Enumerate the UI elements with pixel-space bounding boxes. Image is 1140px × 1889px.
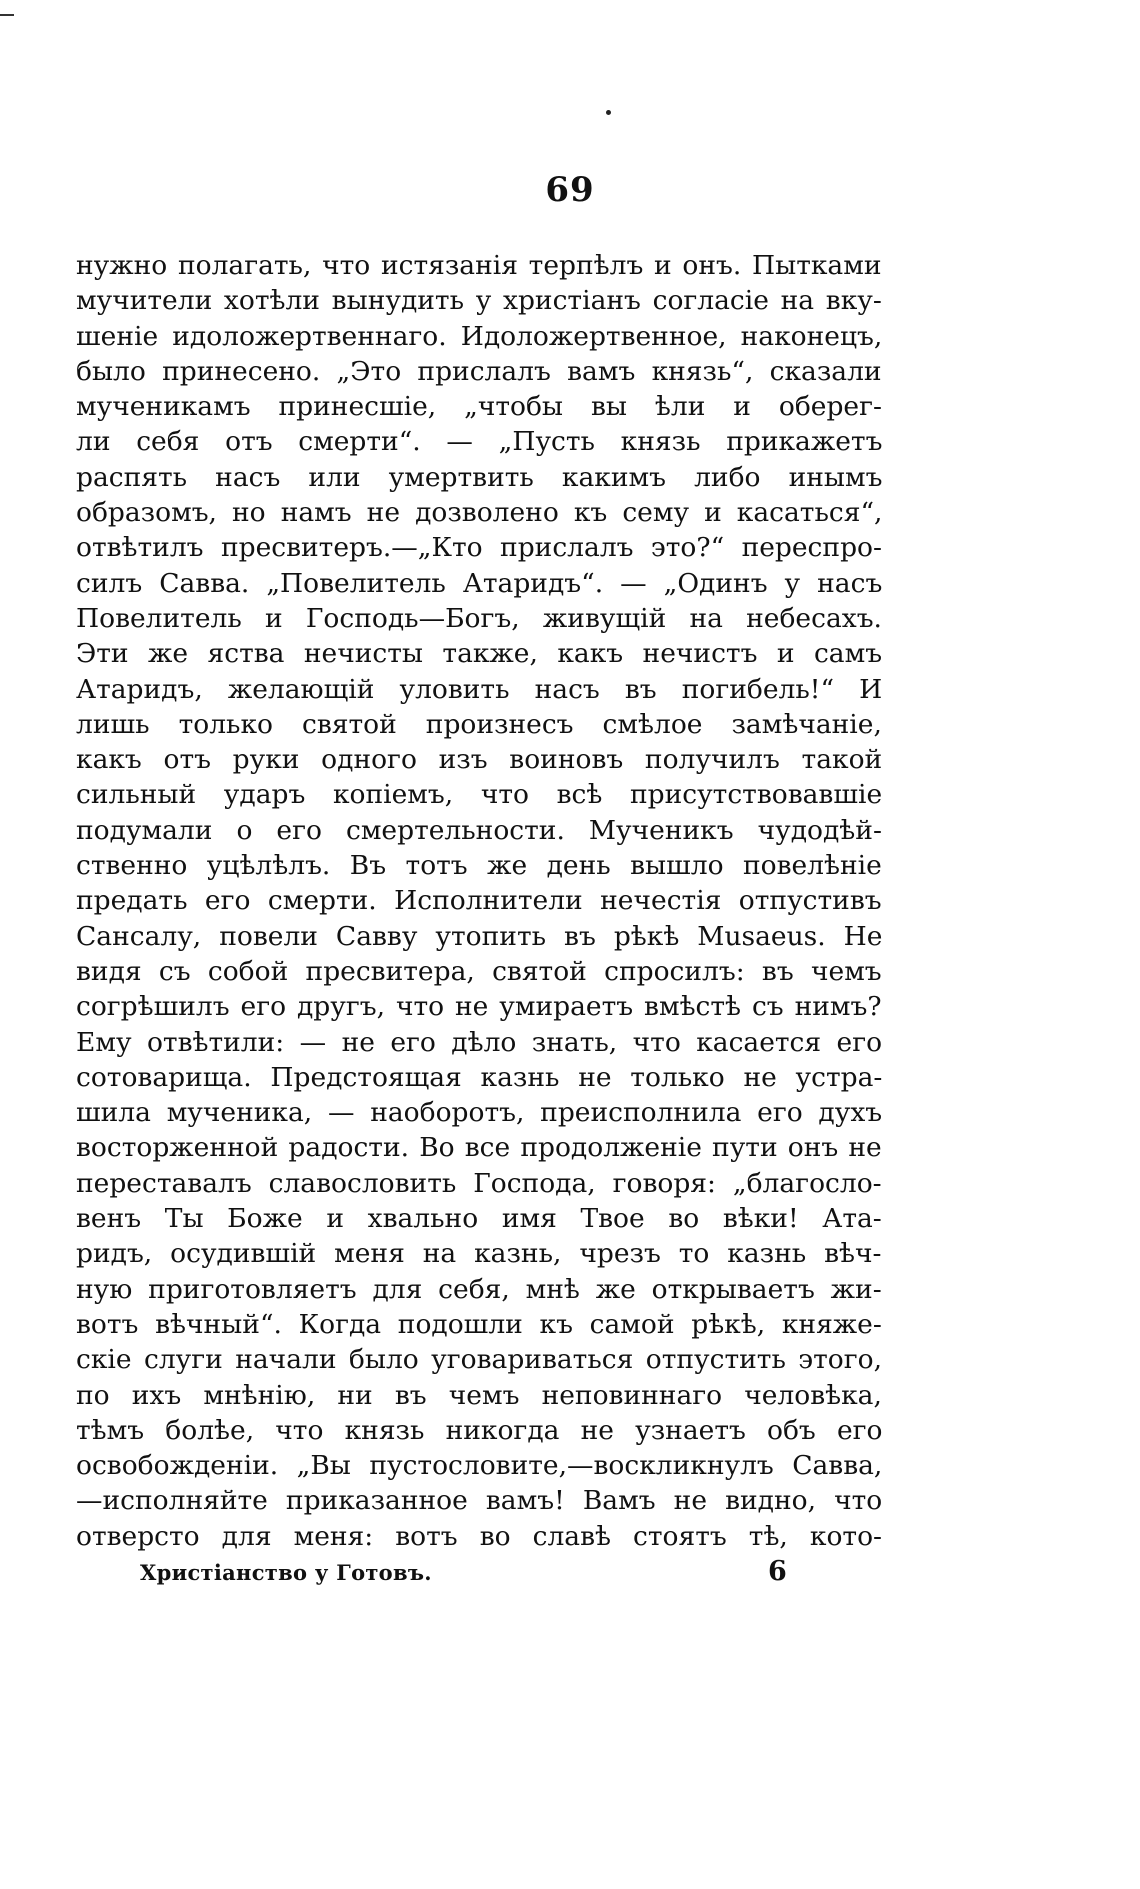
body-text <box>76 248 882 1554</box>
text-line: восторженной радости. Во все продолженіе пути онъ не <box>76 1132 882 1164</box>
text-line: ридъ, осудившій меня на казнь, чрезъ то казнь вѣч- <box>76 1238 882 1270</box>
text-line: Эти же яства нечисты также, какъ нечистъ и самъ <box>76 638 883 670</box>
text-line: мучители хотѣли вынудить у христіанъ согласіе на вку- <box>76 285 882 317</box>
text-line: шила мученика, — наоборотъ, преисполнила его духъ <box>76 1097 883 1129</box>
text-line: вотъ вѣчный“. Когда подошли къ самой рѣкѣ, княже- <box>76 1308 882 1340</box>
text-line: освобожденіи. „Вы пустословите,—воскликнулъ Савва, <box>76 1450 883 1482</box>
ink-dot <box>606 110 611 115</box>
text-line: Повелитель и Господь—Богъ, живущій на небесахъ. <box>76 602 882 634</box>
text-line: по ихъ мнѣнію, ни въ чемъ неповиннаго человѣка, <box>76 1379 882 1411</box>
text-line: Сансалу, повели Савву утопить въ рѣкѣ Musaeus. Не <box>76 920 883 952</box>
text-line: отверсто для меня: вотъ во славѣ стоятъ тѣ, кото- <box>76 1520 882 1552</box>
text-line: лишь только святой произнесъ смѣлое замѣчаніе, <box>76 708 882 740</box>
text-line: согрѣшилъ его другъ, что не умираетъ вмѣстѣ съ нимъ? <box>76 991 882 1023</box>
text-line: видя съ собой пресвитера, святой спросилъ: въ чемъ <box>76 955 882 987</box>
text-line: шеніе идоложертвеннаго. Идоложертвенное, наконецъ, <box>76 320 883 352</box>
edge-mark <box>0 14 14 16</box>
text-line: распять насъ или умертвить какимъ либо инымъ <box>76 461 883 493</box>
text-line: венъ Ты Боже и хвально имя Твое во вѣки! Ата- <box>76 1203 882 1235</box>
page-footer <box>140 1556 800 1600</box>
text-line: скіе слуги начали было уговариваться отпустить этого, <box>76 1344 883 1376</box>
text-line: мученикамъ принесшіе, „чтобы вы ѣли и оберег- <box>76 391 882 423</box>
text-line: Атаридъ, желающій уловить насъ въ погибель!“ И <box>76 673 883 705</box>
text-line: сотоварища. Предстоящая казнь не только не устра- <box>76 1061 883 1093</box>
text-line: переставалъ славословить Господа, говоря: „благосло- <box>76 1167 882 1199</box>
text-line: ли себя отъ смерти“. — „Пусть князь прикажетъ <box>76 426 883 458</box>
text-line: отвѣтилъ пресвитеръ.—„Кто прислалъ это?“ переспро- <box>76 532 882 564</box>
text-line: Ему отвѣтили: — не его дѣло знать, что касается его <box>76 1026 883 1058</box>
signature-mark: 6 <box>768 1556 787 1587</box>
text-line: подумали о его смертельности. Мученикъ чудодѣй- <box>76 814 882 846</box>
page-number: 69 <box>545 170 595 210</box>
running-footer-title: Христіанство у Готовъ. <box>140 1560 432 1585</box>
text-line: какъ отъ руки одного изъ воиновъ получилъ такой <box>76 744 883 776</box>
text-line: ственно уцѣлѣлъ. Въ тотъ же день вышло повелѣніе <box>76 850 882 882</box>
text-line: предать его смерти. Исполнители нечестія отпустивъ <box>76 885 882 917</box>
text-line: сильный ударъ копіемъ, что всѣ присутствовавшіе <box>76 779 883 811</box>
text-line: —исполняйте приказанное вамъ! Вамъ не видно, что <box>76 1485 883 1517</box>
text-line: тѣмъ болѣе, что князь никогда не узнаетъ объ его <box>76 1414 883 1446</box>
text-line: было принесено. „Это прислалъ вамъ князь“, сказали <box>76 355 882 387</box>
text-line: образомъ, но намъ не дозволено къ сему и касаться“, <box>76 497 883 529</box>
text-line: ную приготовляетъ для себя, мнѣ же открываетъ жи- <box>76 1273 882 1305</box>
text-line: нужно полагать, что истязанія терпѣлъ и онъ. Пытками <box>76 250 882 281</box>
text-line: силъ Савва. „Повелитель Атаридъ“. — „Одинъ у насъ <box>76 567 883 599</box>
